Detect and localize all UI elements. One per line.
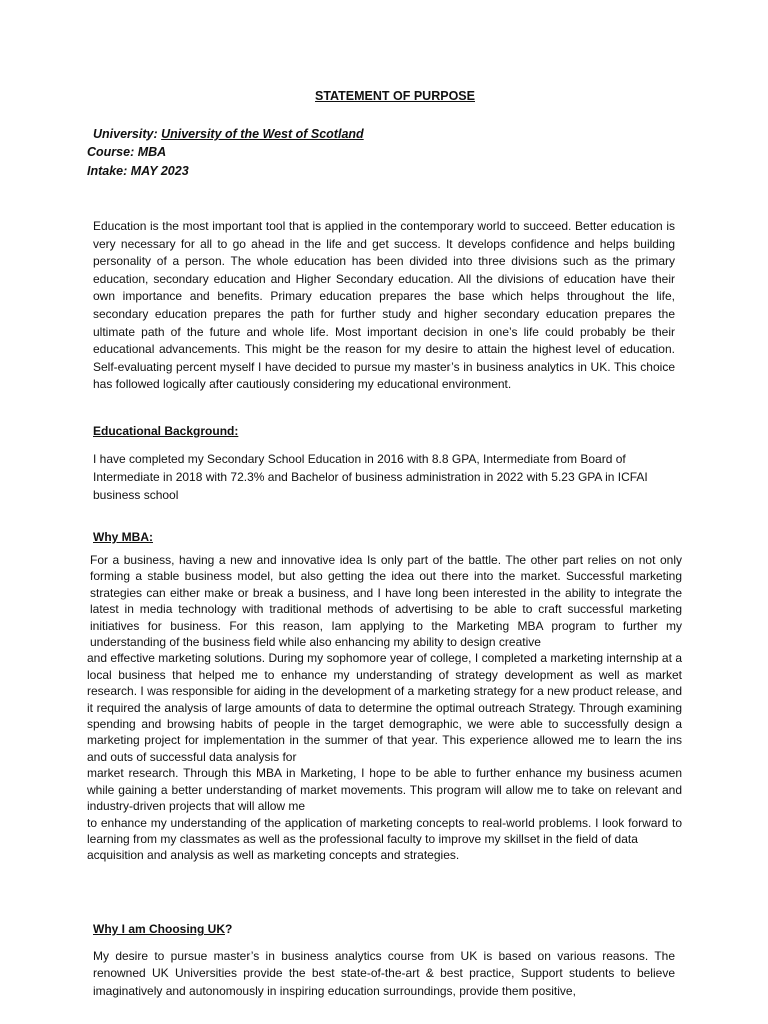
why-uk-heading-suffix: ?	[225, 922, 233, 936]
why-uk-heading-line	[93, 921, 232, 938]
mba-text-block: acquisition and analysis as well as marketing concepts and strategies.	[87, 848, 460, 863]
mba-text-block: For a business, having a new and innovative idea Is only part of the battle. The other part relies on not only forming a stable business model, but also getting the idea out there into the market. Successful marketing strategies can either make or break a business, and I have long been interested in the ability to integrate the latest in media technology with traditional methods of advertising to be able to craft successful marketing initiatives for business. For this reason, Iam applying to the Marketing MBA program to further my understanding of the business field while also enhancing my ability to design creative	[90, 553, 682, 650]
mba-text-block: and effective marketing solutions. During my sophomore year of college, I completed a marketing internship at a local business that helped me to enhance my understanding of strategy development as well as market research. I was responsible for aiding in the development of a marketing strategy for a new product release, and it required the analysis of large amounts of data to determine the optimal outreach Strategy. Through examining spending and browsing habits of people in the target demographic, we were able to successfully design a marketing project for implementation in the summer of that year. This experience allowed me to learn the ins and outs of successful data analysis for	[87, 651, 682, 764]
intake-line: Intake: MAY 2023	[87, 164, 189, 178]
course-line: Course: MBA	[87, 145, 167, 159]
university-label: University:	[93, 127, 158, 141]
university-value: University of the West of Scotland	[161, 127, 364, 141]
university-line	[93, 126, 364, 143]
why-uk-heading: Why I am Choosing UK	[93, 922, 225, 936]
education-paragraph: I have completed my Secondary School Education in 2016 with 8.8 GPA, Intermediate from Board of Intermediate in 2018 with 72.3% and Bachelor of business administration in 2022 with 5.23 GPA in ICFAI business school	[93, 452, 648, 502]
education-heading: Educational Background:	[93, 424, 239, 438]
why-mba-heading: Why MBA:	[93, 530, 153, 544]
why-mba-paragraph	[87, 552, 682, 864]
mba-text-block: to enhance my understanding of the application of marketing concepts to real-world problems. I look forward to learning from my classmates as well as the professional faculty to improve my skillset in the field of data	[87, 815, 682, 846]
document-title: STATEMENT OF PURPOSE	[315, 89, 475, 103]
intro-paragraph: Education is the most important tool that is applied in the contemporary world to succeed. Better education is very necessary for all to go ahead in the life and get success. It develops confidence and helps building personality of a person. The whole education has been divided into three divisions such as the primary education, secondary education and Higher Secondary education. All the divisions of education have their own importance and benefits. Primary education prepares the base which helps throughout the life, secondary education prepares the path for further study and higher secondary education prepares the ultimate path of the future and whole life. Most important decision in one’s life could probably be their educational advancements. This might be the reason for my desire to attain the highest level of education. Self-evaluating percent myself I have decided to pursue my master’s in business analytics in UK. This choice has followed logically after cautiously considering my educational environment.	[93, 219, 675, 392]
why-uk-paragraph: My desire to pursue master’s in business analytics course from UK is based on various reasons. The renowned UK Universities provide the best state-of-the-art & best practice, Support students to believe imaginatively and autonomously in inspiring education surroundings, provide them positive,	[93, 949, 675, 998]
mba-text-block: market research. Through this MBA in Marketing, I hope to be able to further enhance my business acumen while gaining a better understanding of market movements. This program will allow me to take on relevant and industry-driven projects that will allow me	[87, 766, 682, 814]
